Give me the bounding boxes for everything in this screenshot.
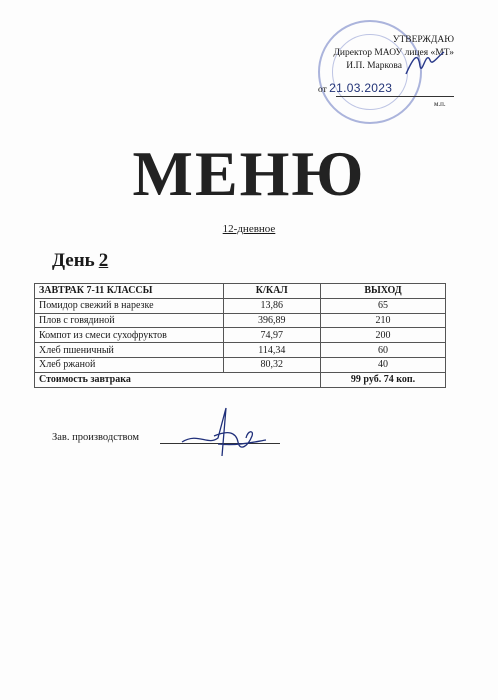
dish-portion: 65: [321, 298, 446, 313]
table-row: [35, 357, 446, 372]
approval-position: Директор МАОУ лицея «МТ»: [333, 48, 454, 58]
dish-name: Плов с говядиной: [35, 313, 224, 328]
table-row: [35, 343, 446, 358]
date-value: 21.03.2023: [329, 81, 393, 95]
dish-portion: 210: [321, 313, 446, 328]
menu-subtitle: 12-дневное: [222, 223, 276, 235]
footer-label: Зав. производством: [52, 432, 140, 443]
dish-portion: 200: [321, 328, 446, 343]
dish-portion: 40: [321, 357, 446, 372]
header-meal: ЗАВТРАК 7-11 КЛАССЫ: [35, 284, 224, 299]
seal-place-label: м.п.: [434, 100, 446, 108]
dish-portion: 60: [321, 343, 446, 358]
total-label: Стоимость завтрака: [35, 372, 321, 387]
menu-table: [34, 283, 446, 388]
dish-name: Помидор свежий в нарезке: [35, 298, 224, 313]
table-row: [35, 328, 446, 343]
date-underline: [336, 96, 454, 97]
approval-heading: УТВЕРЖДАЮ: [392, 35, 454, 45]
date-prefix: от: [318, 85, 327, 95]
day-heading: [52, 250, 108, 272]
total-value: 99 руб. 74 коп.: [321, 372, 446, 387]
director-signature: [404, 46, 448, 80]
page-title: МЕНЮ: [132, 138, 366, 209]
approval-date: [318, 81, 392, 95]
table-row: [35, 298, 446, 313]
table-header-row: [35, 284, 446, 299]
header-portion: ВЫХОД: [321, 284, 446, 299]
manager-signature: [178, 402, 268, 462]
day-number: 2: [98, 250, 109, 271]
dish-kcal: 74,97: [223, 328, 320, 343]
total-row: [35, 372, 446, 387]
dish-kcal: 114,34: [223, 343, 320, 358]
dish-name: Хлеб ржаной: [35, 357, 224, 372]
header-kcal: К/КАЛ: [223, 284, 320, 299]
dish-kcal: 13,86: [223, 298, 320, 313]
dish-name: Хлеб пшеничный: [35, 343, 224, 358]
dish-kcal: 396,89: [223, 313, 320, 328]
table-row: [35, 313, 446, 328]
approval-name: И.П. Маркова: [346, 61, 402, 71]
dish-name: Компот из смеси сухофруктов: [35, 328, 224, 343]
day-label: День: [52, 250, 95, 271]
dish-kcal: 80,32: [223, 357, 320, 372]
